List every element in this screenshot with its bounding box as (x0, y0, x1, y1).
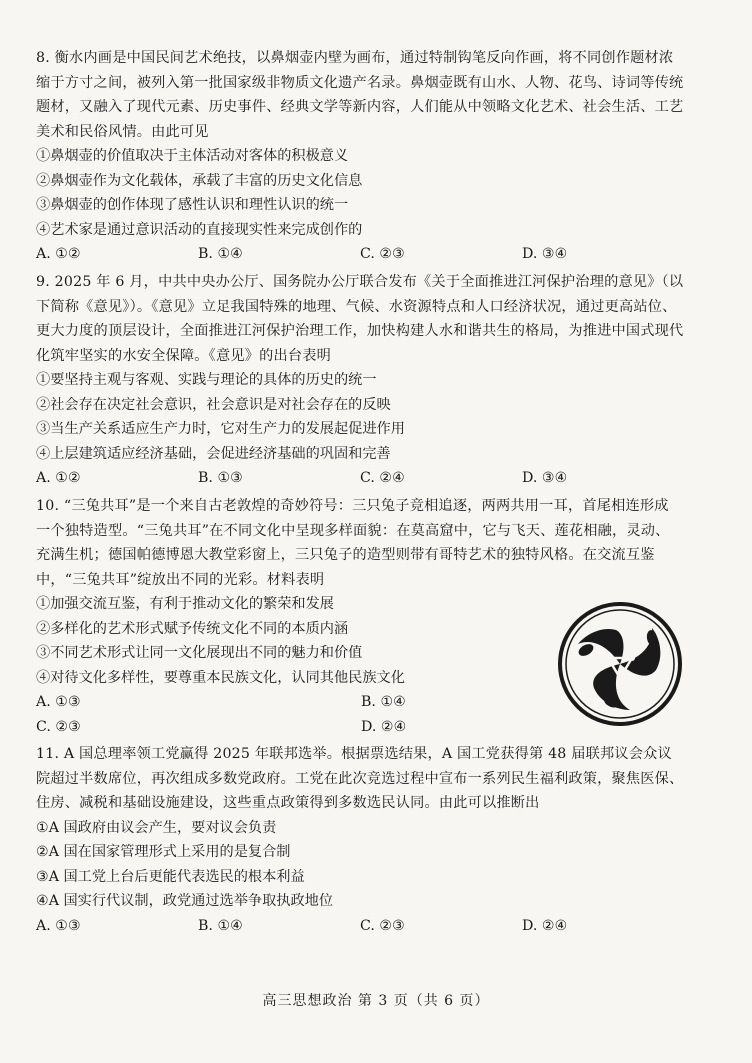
question-11-choices (36, 914, 686, 939)
question-8-option-4: ④艺术家是通过意识活动的直接现实性来完成创作的 (36, 221, 363, 238)
question-9-choice-b: B. ①③ (198, 470, 243, 486)
question-8-choices (36, 242, 686, 267)
question-11-choice-d: D. ②④ (522, 917, 568, 934)
question-10-option-4: ④对待文化多样性，要尊重本民族文化，认同其他民族文化 (36, 669, 405, 686)
question-9-stem: 9. 2025 年 6 月，中共中央办公厅、国务院办公厅联合发布《关于全面推进江河保护治理的意见》（以下简称《意见》）。《意见》立足我国特殊的地理、气候、水资源特点和人口经济状况，通过更高站位、更大力度的顶层设计，全面推进江河保护治理工作，加快构建人水和谐共生的格局，为推进中国式现代化筑牢坚实的水安全保障。《意见》的出台表明 (36, 274, 684, 364)
question-11-option-4: ④A 国实行代议制，政党通过选举争取执政地位 (36, 893, 334, 909)
question-10-stem: 10. “三兔共耳”是一个来自古老敦煌的奇妙符号：三只兔子竞相追逐，两两共用一耳，首尾相连形成一个独特造型。“三兔共耳”在不同文化中呈现多样面貌：在莫高窟中，它与飞天、莲花相融，灵动、充满生机；德国帕德博恩大教堂彩窗上，三只兔子的造型则带有哥特艺术的独特风格。在交流互鉴中，“三兔共耳”绽放出不同的光彩。材料表明 (36, 498, 670, 588)
question-9-choice-d: D. ③④ (522, 470, 568, 486)
question-8-option-1: ①鼻烟壶的价值取决于主体活动对客体的积极意义 (36, 148, 349, 164)
question-9 (36, 270, 686, 491)
question-9-choices (36, 466, 686, 491)
question-11-option-1: ①A 国政府由议会产生，要对议会负责 (36, 819, 277, 836)
question-11-choice-a: A. ①③ (36, 917, 81, 934)
question-11-choice-c: C. ②③ (360, 917, 405, 934)
question-9-choice-a: A. ①② (36, 470, 81, 486)
question-9-option-3: ③当生产关系适应生产力时，它对生产力的发展起促进作用 (36, 421, 405, 437)
question-9-choice-c: C. ②④ (360, 470, 405, 486)
question-10-choice-d: D. ②④ (361, 718, 407, 735)
question-8-stem: 8. 衡水内画是中国民间艺术绝技，以鼻烟壶内壁为画布，通过特制钩笔反向作画，将不同创作题材浓缩于方寸之间，被列入第一批国家级非物质文化遗产名录。鼻烟壶既有山水、人物、花鸟、诗词等传统题材，又融入了现代元素、历史事件、经典文学等新内容，人们能从中领略文化艺术、社会生活、工艺美术和民俗风情。由此可见 (36, 50, 684, 140)
question-10-choice-b: B. ①④ (361, 694, 406, 710)
question-8-choice-c: C. ②③ (360, 246, 405, 262)
three-rabbits-emblem-icon (556, 600, 684, 728)
question-8 (36, 46, 686, 267)
question-10-option-2: ②多样化的艺术形式赋予传统文化不同的本质内涵 (36, 620, 349, 637)
question-9-option-4: ④上层建筑适应经济基础，会促进经济基础的巩固和完善 (36, 445, 391, 462)
question-11-option-3: ③A 国工党上台后更能代表选民的根本利益 (36, 868, 305, 885)
question-11 (36, 742, 686, 938)
page-footer: 高三思想政治 第 3 页（共 6 页） (262, 993, 490, 1009)
question-10-option-1: ①加强交流互鉴，有利于推动文化的繁荣和发展 (36, 596, 334, 612)
question-9-option-1: ①要坚持主观与客观、实践与理论的具体的历史的统一 (36, 372, 377, 388)
question-11-option-2: ②A 国在国家管理形式上采用的是复合制 (36, 844, 291, 860)
question-8-choice-b: B. ①④ (198, 246, 243, 262)
question-11-choice-b: B. ①④ (198, 917, 243, 934)
question-8-option-2: ②鼻烟壶作为文化载体，承载了丰富的历史文化信息 (36, 172, 363, 189)
question-8-choice-a: A. ①② (36, 246, 81, 262)
question-8-choice-d: D. ③④ (522, 246, 568, 262)
question-10-option-3: ③不同艺术形式让同一文化展现出不同的魅力和价值 (36, 645, 363, 661)
question-9-option-2: ②社会存在决定社会意识，社会意识是对社会存在的反映 (36, 396, 391, 413)
question-8-option-3: ③鼻烟壶的创作体现了感性认识和理性认识的统一 (36, 197, 349, 213)
question-11-stem: 11. A 国总理率领工党赢得 2025 年联邦选举。根据票选结果，A 国工党获得第 48 届联邦议会众议院超过半数席位，再次组成多数党政府。工党在此次竞选过程中宣布一系列民生福利政策，聚焦医保、住房、减税和基础设施建设，这些重点政策得到多数选民认同。由此可以推断出 (36, 746, 684, 811)
question-10-choice-a: A. ①③ (36, 694, 81, 710)
question-10-choice-c: C. ②③ (36, 718, 81, 735)
